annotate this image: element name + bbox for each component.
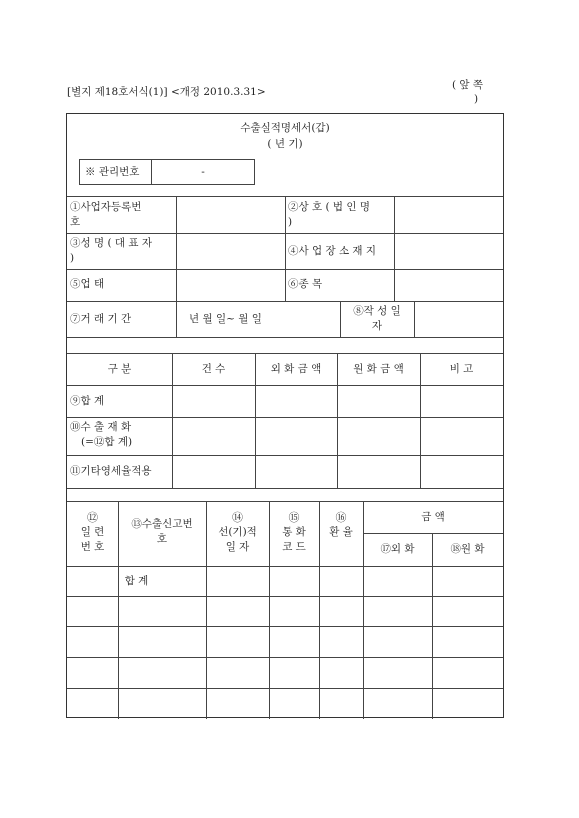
detail-header-seq: 일 련 bbox=[80, 526, 105, 538]
form-reference: [별지 제18호서식(1)] <개정 2010.3.31> bbox=[67, 86, 266, 98]
representative-label-cont: ) bbox=[70, 252, 75, 264]
summary-row-export-goods-note: (=⑫합 계) bbox=[81, 436, 133, 448]
business-category-label: ⑥종 목 bbox=[288, 278, 323, 290]
detail-header-rate-number: ⑯ bbox=[335, 511, 347, 524]
business-number-label-cont: 호 bbox=[70, 216, 81, 228]
form-period-title: ( 년 기) bbox=[267, 138, 303, 150]
detail-header-krw: ⑱원 화 bbox=[450, 543, 485, 555]
detail-header-declaration-no: ⑬수출신고번 bbox=[131, 518, 193, 530]
summary-row-export-goods: ⑩수 출 재 화 bbox=[70, 421, 132, 433]
business-type-field[interactable] bbox=[177, 270, 284, 300]
summary-header-remarks: 비 고 bbox=[449, 363, 474, 375]
business-number-label: ①사업자등록번 bbox=[70, 201, 142, 213]
summary-header-krw-amount: 원 화 금 액 bbox=[353, 363, 404, 375]
address-field[interactable] bbox=[395, 234, 503, 268]
management-number-field[interactable]: - bbox=[201, 166, 205, 178]
trade-period-label: ⑦거 래 기 간 bbox=[70, 313, 132, 325]
detail-header-exchange-rate: 환 율 bbox=[329, 526, 353, 538]
trade-name-field[interactable] bbox=[395, 197, 503, 232]
trade-name-label-cont: ) bbox=[288, 216, 293, 228]
business-number-field[interactable] bbox=[177, 197, 284, 232]
detail-header-foreign: ⑰외 화 bbox=[380, 543, 415, 555]
detail-header-amount: 금 액 bbox=[421, 511, 445, 523]
page-side-label-close: ) bbox=[474, 93, 479, 105]
detail-header-currency-number: ⑮ bbox=[288, 511, 300, 524]
summary-header-foreign-amount: 외 화 금 액 bbox=[270, 363, 322, 375]
detail-header-seq-cont: 번 호 bbox=[80, 541, 105, 553]
representative-label: ③성 명 ( 대 표 자 bbox=[70, 237, 152, 249]
trade-name-label: ②상 호 ( 법 인 명 bbox=[288, 201, 370, 213]
form-title: 수출실적명세서(갑) bbox=[240, 122, 330, 134]
detail-header-declaration-no-cont: 호 bbox=[156, 533, 168, 545]
business-type-label: ⑤업 태 bbox=[70, 278, 105, 290]
detail-header-ship-number: ⑭ bbox=[232, 511, 243, 524]
summary-row-other-zero-rate: ⑪기타영세율적용 bbox=[70, 465, 152, 477]
business-category-field[interactable] bbox=[395, 270, 503, 300]
written-date-label: ⑧작 성 일 bbox=[353, 305, 401, 317]
detail-header-seq-number: ⑫ bbox=[87, 511, 98, 524]
detail-header-currency: 통 화 bbox=[282, 526, 306, 538]
written-date-label-cont: 자 bbox=[371, 320, 383, 332]
detail-header-shipping-date: 선(기)적 bbox=[218, 526, 257, 538]
detail-header-currency-cont: 코 드 bbox=[282, 541, 306, 553]
summary-header-count: 건 수 bbox=[201, 363, 226, 375]
page-side-label: ( 앞 쪽 bbox=[452, 79, 484, 91]
detail-header-shipping-date-cont: 일 자 bbox=[225, 541, 250, 553]
trade-period-field[interactable]: 년 월 일~ 월 일 bbox=[189, 313, 262, 325]
export-statement-form bbox=[66, 113, 504, 718]
detail-row-total: 합 계 bbox=[124, 575, 149, 587]
representative-field[interactable] bbox=[177, 234, 284, 268]
summary-header-category: 구 분 bbox=[107, 363, 132, 375]
written-date-field[interactable] bbox=[415, 302, 503, 336]
address-label: ④사 업 장 소 재 지 bbox=[288, 245, 377, 257]
summary-row-total: ⑨합 계 bbox=[70, 395, 105, 407]
management-number-label: ※ 관리번호 bbox=[85, 166, 140, 178]
